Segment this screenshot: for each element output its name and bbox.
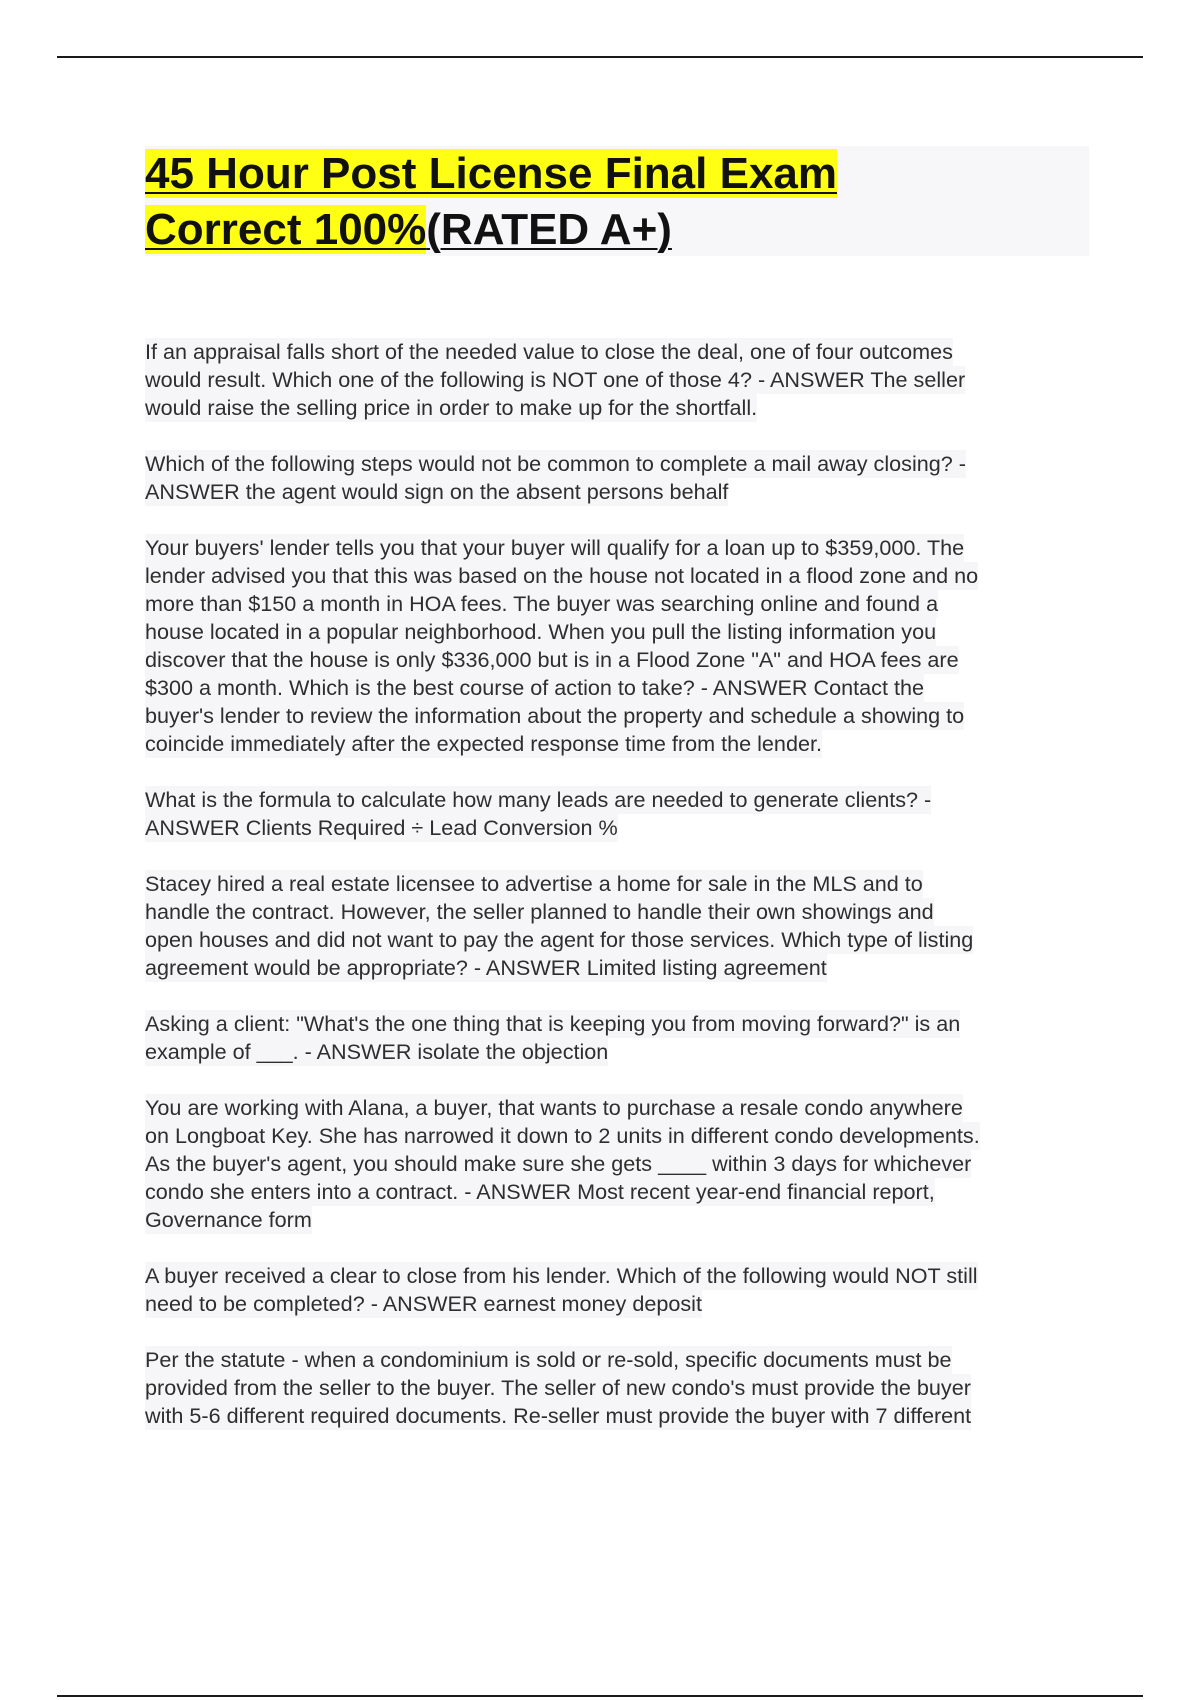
qa-line: ANSWER the agent would sign on the absent persons behalf (145, 479, 729, 504)
qa-line: handle the contract. However, the seller planned to handle their own showings and (145, 899, 934, 924)
qa-line: need to be completed? - ANSWER earnest money deposit (145, 1291, 702, 1316)
footer-rule (57, 1695, 1143, 1697)
qa-line: coincide immediately after the expected response time from the lender. (145, 731, 822, 756)
qa-line: ANSWER Clients Required ÷ Lead Conversion % (145, 815, 618, 840)
qa-line: discover that the house is only $336,000 but is in a Flood Zone "A" and HOA fees are (145, 647, 959, 672)
qa-line: You are working with Alana, a buyer, that wants to purchase a resale condo anywhere (145, 1095, 963, 1120)
qa-item (145, 1010, 1089, 1066)
qa-line: on Longboat Key. She has narrowed it down to 2 units in different condo developments. (145, 1123, 980, 1148)
qa-line: buyer's lender to review the information about the property and schedule a showing to (145, 703, 965, 728)
qa-list (145, 338, 1089, 1458)
qa-item (145, 786, 1089, 842)
qa-line: lender advised you that this was based on the house not located in a flood zone and no (145, 563, 979, 588)
qa-line: Which of the following steps would not be common to complete a mail away closing? - (145, 451, 966, 476)
qa-line: would result. Which one of the following is NOT one of those 4? - ANSWER The seller (145, 367, 966, 392)
qa-item (145, 534, 1089, 758)
qa-line: $300 a month. Which is the best course of action to take? - ANSWER Contact the (145, 675, 924, 700)
qa-line: more than $150 a month in HOA fees. The buyer was searching online and found a (145, 591, 939, 616)
qa-line: If an appraisal falls short of the needed value to close the deal, one of four outcomes (145, 339, 953, 364)
qa-item (145, 1346, 1089, 1430)
qa-line: house located in a popular neighborhood. When you pull the listing information you (145, 619, 937, 644)
qa-line: Per the statute - when a condominium is sold or re-sold, specific documents must be (145, 1347, 952, 1372)
title-rating: (RATED A+) (426, 205, 672, 254)
qa-line: What is the formula to calculate how many leads are needed to generate clients? - (145, 787, 932, 812)
qa-line: Your buyers' lender tells you that your buyer will qualify for a loan up to $359,000. The (145, 535, 965, 560)
qa-line: agreement would be appropriate? - ANSWER Limited listing agreement (145, 955, 827, 980)
qa-line: Asking a client: "What's the one thing that is keeping you from moving forward?" is an (145, 1011, 961, 1036)
header-rule (57, 56, 1143, 58)
qa-line: open houses and did not want to pay the agent for those services. Which type of listing (145, 927, 974, 952)
qa-line: with 5-6 different required documents. Re-seller must provide the buyer with 7 different (145, 1403, 972, 1428)
qa-item (145, 338, 1089, 422)
qa-item (145, 1262, 1089, 1318)
qa-item (145, 1094, 1089, 1234)
title-block (145, 146, 1089, 256)
title-highlight-line2: Correct 100% (145, 205, 427, 254)
qa-line: provided from the seller to the buyer. The seller of new condo's must provide the buyer (145, 1375, 971, 1400)
qa-line: A buyer received a clear to close from his lender. Which of the following would NOT still (145, 1263, 978, 1288)
document-title (145, 146, 1089, 258)
qa-line: would raise the selling price in order to make up for the shortfall. (145, 395, 758, 420)
qa-line: example of ___. - ANSWER isolate the objection (145, 1039, 609, 1064)
qa-line: Governance form (145, 1207, 312, 1232)
qa-line: As the buyer's agent, you should make sure she gets ____ within 3 days for whichever (145, 1151, 972, 1176)
qa-item (145, 450, 1089, 506)
qa-line: Stacey hired a real estate licensee to advertise a home for sale in the MLS and to (145, 871, 923, 896)
title-highlight-line1: 45 Hour Post License Final Exam (145, 149, 838, 198)
qa-line: condo she enters into a contract. - ANSWER Most recent year-end financial report, (145, 1179, 935, 1204)
qa-item (145, 870, 1089, 982)
